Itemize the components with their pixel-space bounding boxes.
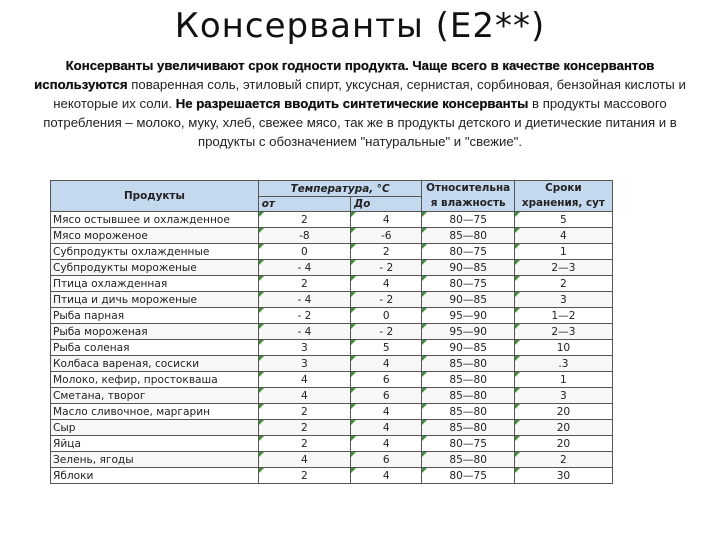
temp-from-cell: - 4 [258, 292, 350, 308]
term-cell: 1—2 [514, 308, 612, 324]
product-name-cell: Птица охлажденная [51, 276, 259, 292]
humidity-cell: 90—85 [422, 292, 514, 308]
humidity-cell: 85—80 [422, 404, 514, 420]
table-row [51, 420, 613, 436]
storage-table [50, 180, 613, 484]
product-name-cell: Молоко, кефир, простокваша [51, 372, 259, 388]
humidity-cell: 85—80 [422, 452, 514, 468]
product-name-cell: Птица и дичь мороженые [51, 292, 259, 308]
product-name-cell: Яблоки [51, 468, 259, 484]
table-row [51, 212, 613, 228]
term-cell: 2—3 [514, 260, 612, 276]
temp-from-cell: 4 [258, 372, 350, 388]
humidity-cell: 85—80 [422, 356, 514, 372]
header-term: Сроки хранения, сут [514, 181, 612, 212]
temp-from-cell: - 4 [258, 324, 350, 340]
intro-highlight-2: Не разрешается вводить синтетические консерванты [175, 96, 529, 111]
temp-to-cell: 4 [351, 212, 422, 228]
temp-to-cell: 6 [351, 372, 422, 388]
temp-to-cell: 4 [351, 420, 422, 436]
temp-from-cell: 2 [258, 420, 350, 436]
term-cell: 10 [514, 340, 612, 356]
temp-from-cell: 3 [258, 356, 350, 372]
temp-to-cell: 4 [351, 468, 422, 484]
table-row [51, 292, 613, 308]
header-humidity: Относительна я влажность [422, 181, 514, 212]
temp-from-cell: 2 [258, 436, 350, 452]
intro-paragraph [30, 56, 690, 151]
humidity-cell: 90—85 [422, 260, 514, 276]
term-cell: 1 [514, 372, 612, 388]
temp-from-cell: 2 [258, 404, 350, 420]
temp-from-cell: 4 [258, 388, 350, 404]
product-name-cell: Мясо остывшее и охлажденное [51, 212, 259, 228]
table-row [51, 340, 613, 356]
temp-to-cell: 4 [351, 404, 422, 420]
product-name-cell: Масло сливочное, маргарин [51, 404, 259, 420]
temp-to-cell: 4 [351, 436, 422, 452]
product-name-cell: Яйца [51, 436, 259, 452]
temp-to-cell: 5 [351, 340, 422, 356]
header-to: До [351, 197, 422, 212]
term-cell: 3 [514, 388, 612, 404]
humidity-cell: 95—90 [422, 308, 514, 324]
temp-from-cell: 4 [258, 452, 350, 468]
table-row [51, 404, 613, 420]
table-row [51, 228, 613, 244]
product-name-cell: Рыба соленая [51, 340, 259, 356]
humidity-cell: 95—90 [422, 324, 514, 340]
humidity-cell: 80—75 [422, 468, 514, 484]
temp-to-cell: 0 [351, 308, 422, 324]
term-cell: 2 [514, 276, 612, 292]
humidity-cell: 80—75 [422, 244, 514, 260]
table-row [51, 436, 613, 452]
temp-to-cell: - 2 [351, 260, 422, 276]
humidity-cell: 85—80 [422, 372, 514, 388]
table-row [51, 276, 613, 292]
humidity-cell: 85—80 [422, 228, 514, 244]
table-row [51, 388, 613, 404]
humidity-cell: 85—80 [422, 420, 514, 436]
term-cell: 3 [514, 292, 612, 308]
storage-table-wrapper [50, 180, 613, 484]
term-cell: 1 [514, 244, 612, 260]
temp-from-cell: -8 [258, 228, 350, 244]
temp-to-cell: 2 [351, 244, 422, 260]
table-body [51, 212, 613, 484]
temp-from-cell: 0 [258, 244, 350, 260]
product-name-cell: Субпродукты охлажденные [51, 244, 259, 260]
product-name-cell: Субпродукты мороженые [51, 260, 259, 276]
term-cell: 2 [514, 452, 612, 468]
table-row [51, 324, 613, 340]
temp-to-cell: -6 [351, 228, 422, 244]
humidity-cell: 90—85 [422, 340, 514, 356]
term-cell: .3 [514, 356, 612, 372]
product-name-cell: Сыр [51, 420, 259, 436]
temp-to-cell: - 2 [351, 324, 422, 340]
term-cell: 20 [514, 436, 612, 452]
temp-to-cell: 6 [351, 388, 422, 404]
temp-to-cell: 6 [351, 452, 422, 468]
term-cell: 20 [514, 420, 612, 436]
humidity-cell: 80—75 [422, 436, 514, 452]
temp-from-cell: 2 [258, 468, 350, 484]
table-row [51, 356, 613, 372]
term-cell: 2—3 [514, 324, 612, 340]
humidity-cell: 80—75 [422, 276, 514, 292]
temp-to-cell: - 2 [351, 292, 422, 308]
table-row [51, 244, 613, 260]
term-cell: 20 [514, 404, 612, 420]
temp-from-cell: - 4 [258, 260, 350, 276]
temp-from-cell: 2 [258, 212, 350, 228]
table-row [51, 260, 613, 276]
term-cell: 30 [514, 468, 612, 484]
intro-highlight-1: Консерванты увеличивают срок годности продукта. Чаще всего в качестве консервантов используются [34, 58, 655, 92]
humidity-cell: 80—75 [422, 212, 514, 228]
header-temperature: Температура, °С [258, 181, 422, 197]
term-cell: 5 [514, 212, 612, 228]
header-from: от [258, 197, 350, 212]
temp-to-cell: 4 [351, 276, 422, 292]
temp-from-cell: 2 [258, 276, 350, 292]
product-name-cell: Колбаса вареная, сосиски [51, 356, 259, 372]
table-row [51, 468, 613, 484]
temp-to-cell: 4 [351, 356, 422, 372]
term-cell: 4 [514, 228, 612, 244]
table-row [51, 372, 613, 388]
intro-text-1: поваренная соль, этиловый спирт, уксусная, сернистая, сорбиновая, бензойная кислоты и некоторые их соли. [53, 77, 686, 111]
table-row [51, 452, 613, 468]
product-name-cell: Сметана, творог [51, 388, 259, 404]
slide-title: Консерванты (Е2**) [174, 6, 546, 46]
product-name-cell: Зелень, ягоды [51, 452, 259, 468]
table-row [51, 308, 613, 324]
product-name-cell: Мясо мороженое [51, 228, 259, 244]
header-product: Продукты [51, 181, 259, 212]
temp-from-cell: 3 [258, 340, 350, 356]
temp-from-cell: - 2 [258, 308, 350, 324]
product-name-cell: Рыба парная [51, 308, 259, 324]
intro-text-2: в продукты массового потребления – молоко, муку, хлеб, свежее мясо, так же в продукты детского и диетические питания и в продукты с обозначением "натуральные" и "свежие". [43, 96, 677, 149]
product-name-cell: Рыба мороженая [51, 324, 259, 340]
humidity-cell: 85—80 [422, 388, 514, 404]
